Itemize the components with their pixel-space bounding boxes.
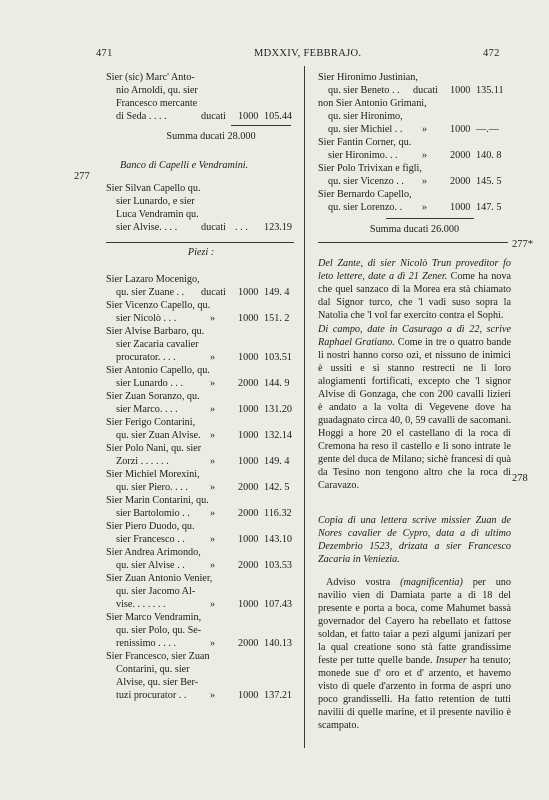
sum-rule	[386, 218, 474, 219]
column-divider	[304, 66, 305, 748]
ledger-entry	[106, 325, 296, 364]
amount: 1000	[238, 313, 259, 324]
entry-line: sier Lunardo, e sier	[116, 196, 195, 207]
total: 151. 2	[264, 313, 290, 324]
paragraph-277b: Di campo, date in Casurago a dì 22, scrive Raphael Gratiano. Come in tre o quatro bande li nostri hanno corso ozi, et nissuno de inimici è ussiti e si stanno restrecti ne li loro alogiamenti fortificati, excepto che 'l signor Alvise di Gonzaga, che con 200 cavalli lizieri è andato a la volta di Vegevene dove ha guadagnato circa 40, 0, 59 cavalli de sacomani. Hoggi a hore 20 el castellano di la roca di Cremona ha reso il castello e li sono intrate le gente del duca de Milano; sichè francesi di quà da Tesino non tengono altro che la roca di Caravazo.	[318, 324, 512, 491]
amount: 1000	[238, 352, 259, 363]
paragraph-278-body: Adviso vostra (magnificentia) per uno navilio vien di Damiata parte a dì 18 del presente e porta a boca, come Mahumet bassà governador del Cayero ha rebellato et fattose soldan, et fatto taiar a pezi algumi janizari per la qual creatione sono stà fatte grandissime feste per tutte quelle bande. Insuper ha tenuto; monede sue d' oro et d' arzento, et havemo visto di quele d'arzento in forma de aspri uno poco grandisselli. Ha fatto retention de tutti navilii di quelle marine, et il presente navilio è scampato.	[318, 577, 511, 731]
entry-line: Sier Silvan Capello qu.	[106, 183, 201, 194]
total: —.—	[476, 124, 499, 135]
currency-mark: »	[210, 508, 216, 519]
right-column	[318, 71, 511, 732]
amount: 1000	[238, 111, 259, 122]
total: 143.10	[264, 534, 293, 545]
amount: 1000	[238, 287, 259, 298]
banco-heading: Banco di Capelli e Vendramini.	[120, 160, 249, 171]
total: 140.13	[264, 638, 293, 649]
ledger-entry	[106, 299, 296, 325]
amount: 2000	[238, 482, 259, 493]
entry-line: Luca Vendramin qu.	[116, 209, 199, 220]
entry-line: Sier Alvise Barbaro, qu.	[106, 326, 205, 337]
paragraph-number-277-star: 277*	[512, 239, 533, 250]
amount: 2000	[238, 508, 259, 519]
paragraph-number-277: 277	[74, 171, 90, 182]
ledger-entry	[106, 273, 296, 299]
currency-mark: »	[210, 456, 216, 467]
total: 116.32	[264, 508, 292, 519]
entry-line: Francesco mercante	[116, 98, 198, 109]
ledger-entry	[318, 162, 511, 188]
summa-2: Summa ducati 26.000	[369, 224, 460, 235]
ledger-entry	[318, 97, 511, 136]
entry-line: non Sier Antonio Grimani,	[318, 98, 427, 109]
currency-mark: »	[210, 404, 216, 415]
currency-mark: ducati	[201, 287, 226, 298]
currency-mark: »	[210, 352, 216, 363]
total: 137.21	[264, 690, 293, 701]
piezi-list	[106, 273, 296, 702]
ledger-entry	[106, 611, 296, 650]
entry-line: procurator. . . . » 1000 103.51	[116, 352, 293, 363]
piezi-heading: Piezi :	[187, 247, 215, 258]
amount: 2000	[238, 378, 259, 389]
entry-line: Sier Bernardo Capello,	[318, 189, 412, 200]
ledger-entry	[106, 390, 296, 416]
total: 140. 8	[476, 150, 502, 161]
paragraph-278-heading: Copia di una lettera scrive missier Zuan de Nores cavalier de Cypro, data a dì ultimo Dezembrio 1523, drizata a sier Francesco Zacaria in Veniezia.	[318, 515, 511, 565]
total: 149. 4	[264, 287, 290, 298]
entry-line: Alvise, qu. sier Ber-	[116, 677, 199, 688]
amount: 2000	[238, 560, 259, 571]
ledger-entry	[318, 136, 511, 162]
entry-line: Sier Antonio Capello, qu.	[106, 365, 210, 376]
currency: ducati	[201, 111, 226, 122]
section-rule	[318, 242, 508, 243]
total: 145. 5	[476, 176, 502, 187]
entry-line: sier Zacaria cavalier	[116, 339, 199, 350]
total: 144. 9	[264, 378, 290, 389]
entry-line: Sier Piero Duodo, qu.	[106, 521, 195, 532]
entry-line: sier Nicolò . . . » 1000 151. 2	[116, 313, 290, 324]
entry-line: tuzi procurator . . » 1000 137.21	[116, 690, 293, 701]
currency-mark: »	[210, 482, 216, 493]
currency-mark: »	[210, 378, 216, 389]
entry-line: Sier Ferigo Contarini,	[106, 417, 196, 428]
entry-line: Sier Vicenzo Capello, qu.	[106, 300, 211, 311]
currency-mark: »	[210, 430, 216, 441]
entry-line: qu. sier Vicenzo . . » 2000 145. 5	[328, 176, 502, 187]
entry-line: qu. sier Zuan Alvise. » 1000 132.14	[116, 430, 293, 441]
currency-mark: »	[210, 690, 216, 701]
summa-1: Summa ducati 28.000	[166, 131, 256, 142]
entry-line: qu. sier Zuane . . ducati 1000 149. 4	[116, 287, 290, 298]
ledger-entry	[106, 546, 296, 572]
ledger-entry	[106, 442, 296, 468]
amount: 2000	[450, 176, 471, 187]
right-entry-list	[318, 71, 511, 214]
amount: 1000	[238, 404, 259, 415]
entry-line: Sier Polo Trivixan e figli,	[318, 163, 422, 174]
entry-line: Sier Andrea Arimondo,	[106, 547, 201, 558]
entry-line: Sier Francesco, sier Zuan	[106, 651, 210, 662]
paragraph-number-278: 278	[512, 473, 528, 484]
entry-line-last: di Seda . . . . ducati 1000 105.44	[116, 111, 293, 122]
amount: 1000	[238, 690, 259, 701]
ledger-entry	[318, 71, 511, 97]
currency-mark: »	[422, 150, 428, 161]
entry-line: qu. sier Beneto . . ducati 1000 135.11	[328, 85, 504, 96]
total: 131.20	[264, 404, 293, 415]
total: 132.14	[264, 430, 293, 441]
currency-mark: »	[422, 176, 428, 187]
ledger-entry	[106, 650, 296, 702]
sum-rule	[231, 125, 291, 126]
total: 135.11	[476, 85, 504, 96]
entry-line: Zorzi . . . . . . » 1000 149. 4	[116, 456, 290, 467]
entry-line: Sier Marco Vendramin,	[106, 612, 202, 623]
total: 149. 4	[264, 456, 290, 467]
total: 107.43	[264, 599, 293, 610]
currency-mark: »	[210, 313, 216, 324]
entry-line: Sier Polo Nani, qu. sier	[106, 443, 202, 454]
entry-banco	[106, 182, 296, 234]
entry-line: sier Lunardo . . . » 2000 144. 9	[116, 378, 290, 389]
entry-line: Sier Fantin Corner, qu.	[318, 137, 412, 148]
entry-line: sier Francesco . . » 1000 143.10	[116, 534, 293, 545]
amount: 2000	[450, 150, 471, 161]
entry-arnoldi	[106, 71, 296, 123]
currency-mark: ducati	[413, 85, 438, 96]
amount: 1000	[238, 430, 259, 441]
ledger-entry	[106, 572, 296, 611]
total: 123.19	[264, 222, 293, 233]
total: 103.53	[264, 560, 293, 571]
entry-line: sier Marco. . . . » 1000 131.20	[116, 404, 293, 415]
amount: 1000	[450, 124, 471, 135]
total: 105.44	[264, 111, 293, 122]
entry-line: Sier Hironimo Justinian,	[318, 72, 418, 83]
currency-mark: »	[210, 599, 216, 610]
entry-line-last: sier Alvise. . . . ducati . . . 123.19	[116, 222, 293, 233]
entry-line: qu. sier Piero. . . . » 2000 142. 5	[116, 482, 290, 493]
currency-mark: »	[210, 638, 216, 649]
amount: 1000	[450, 202, 471, 213]
entry-line: qu. sier Alvise . . » 2000 103.53	[116, 560, 293, 571]
currency-mark: »	[210, 534, 216, 545]
entry-line: qu. sier Jacomo Al-	[116, 586, 196, 597]
total: 103.51	[264, 352, 293, 363]
ledger-entry	[106, 494, 296, 520]
running-title: MDXXIV, FEBBRAJO.	[254, 48, 362, 59]
section-rule	[106, 242, 294, 243]
entry-line: Sier Zuan Soranzo, qu.	[106, 391, 200, 402]
entry-line: qu. sier Polo, qu. Se-	[116, 625, 202, 636]
ledger-entry	[106, 468, 296, 494]
entry-line: qu. sier Lorenzo. . » 1000 147. 5	[328, 202, 502, 213]
amount: 2000	[238, 638, 259, 649]
entry-line: nio Arnoldi, qu. sier	[116, 85, 198, 96]
left-column	[106, 71, 296, 702]
currency-mark: »	[210, 560, 216, 571]
left-page-number: 471	[96, 48, 113, 59]
amount: 1000	[238, 534, 259, 545]
entry-line: qu. sier Hironimo,	[328, 111, 403, 122]
amount: 1000	[238, 599, 259, 610]
entry-line: Sier Michiel Morexini,	[106, 469, 200, 480]
entry-line: sier Hironimo. . . » 2000 140. 8	[328, 150, 502, 161]
entry-line: Sier (sic) Marc' Anto-	[106, 72, 195, 83]
ledger-entry	[106, 416, 296, 442]
entry-line: Sier Zuan Antonio Venier,	[106, 573, 213, 584]
currency-mark: »	[422, 202, 428, 213]
entry-line: qu. sier Michiel . . » 1000 —.—	[328, 124, 499, 135]
entry-line: vise. . . . . . . » 1000 107.43	[116, 599, 293, 610]
entry-line: renissimo . . . . » 2000 140.13	[116, 638, 293, 649]
ledger-entry	[106, 364, 296, 390]
paragraph-277: Del Zante, di sier Nicolò Trun proveditor fo leto lettere, date a dì 21 Zener. Come ha nova che quel sanzaco di la Morea era stà chiamato dal Signor turco, che 'l vadi suso sopra la Natolia che 'l vol far exercito contra el Sophì.	[318, 258, 511, 321]
entry-line: Sier Lazaro Mocenigo,	[106, 274, 200, 285]
amount: 1000	[450, 85, 471, 96]
ledger-entry	[318, 188, 511, 214]
currency-mark: »	[422, 124, 428, 135]
right-page-number: 472	[483, 48, 500, 59]
amount: 1000	[238, 456, 259, 467]
total: 142. 5	[264, 482, 290, 493]
entry-line: Sier Marin Contarini, qu.	[106, 495, 209, 506]
entry-line: Contarini, qu. sier	[116, 664, 190, 675]
entry-line: sier Bartolomio . . » 2000 116.32	[116, 508, 292, 519]
ledger-entry	[106, 520, 296, 546]
total: 147. 5	[476, 202, 502, 213]
